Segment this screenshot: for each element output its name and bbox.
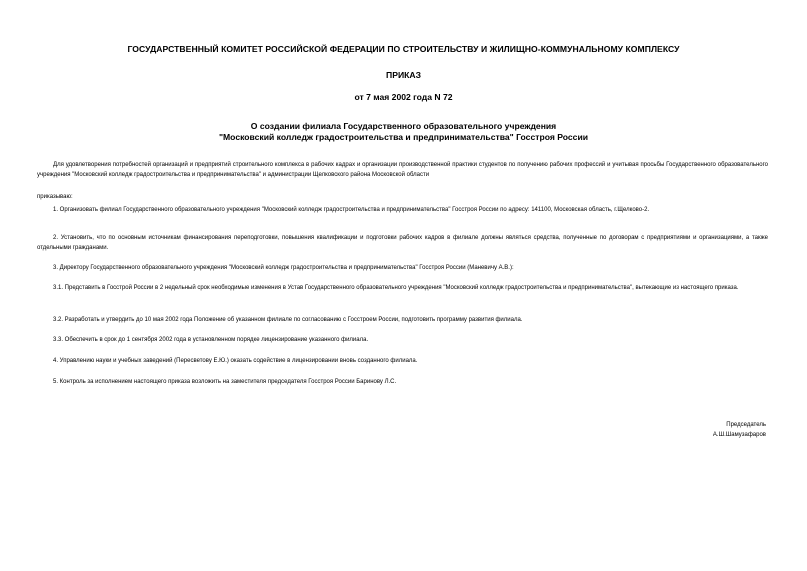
item-3-2: 3.2. Разработать и утвердить до 10 мая 2002 года Положение об указанном филиале по согласованию с Госстроем России, подготовить программу развития филиала. xyxy=(53,317,523,323)
item-2: 2. Установить, что по основным источникам финансирования переподготовки, повышения квалификации и подготовки рабочих кадров в филиале должны являться средства, полученные по договорам с предприятиями и организациями, а также отдельными гражданами. xyxy=(37,235,768,251)
item-3-3: 3.3. Обеспечить в срок до 1 сентября 2002 года в установленном порядке лицензирование указанного филиала. xyxy=(53,337,369,343)
subject-line-1: О создании филиала Государственного образовательного учреждения xyxy=(250,121,557,131)
order-word: приказываю: xyxy=(37,194,73,200)
signature-block xyxy=(713,420,766,440)
issuing-agency: ГОСУДАРСТВЕННЫЙ КОМИТЕТ РОССИЙСКОЙ ФЕДЕРАЦИИ ПО СТРОИТЕЛЬСТВУ И ЖИЛИЩНО-КОММУНАЛЬНОМУ КОМПЛЕКСУ xyxy=(127,44,680,54)
document-subject xyxy=(0,121,807,143)
item-4: 4. Управлению науки и учебных заведений (Пересветову Е.Ю.) оказать содействие в лицензировании вновь созданного филиала. xyxy=(53,358,418,364)
item-1: 1. Организовать филиал Государственного образовательного учреждения "Московский колледж градостроительства и предпринимательства" Госстроя России по адресу: 141100, Московская область, г.Щелково-2. xyxy=(53,207,650,213)
item-5: 5. Контроль за исполнением настоящего приказа возложить на заместителя председателя Госстроя России Баринову Л.С. xyxy=(53,379,397,385)
item-3-1: 3.1. Представить в Госстрой России в 2 недельный срок необходимые изменения в Устав Государственного образовательного учреждения "Московский колледж градостроительства и предпринимательства", вытекающие из настоящего приказа. xyxy=(53,285,739,291)
item-3: 3. Директору Государственного образовательного учреждения "Московский колледж градостроительства и предпринимательства" Госстроя России (Маневичу А.В.): xyxy=(53,265,514,271)
preamble-paragraph: Для удовлетворения потребностей организаций и предприятий строительного комплекса в рабочих кадрах и организации производственной практики студентов по получению рабочих профессий и учитывая просьбы Государственного образовательного учреждения "Московский колледж градостроительства и предпринимательства" и администрации Щелковского района Московской области xyxy=(37,162,768,178)
signature-title: Председатель xyxy=(726,422,766,428)
document-date: от 7 мая 2002 года N 72 xyxy=(354,92,453,102)
signature-name: А.Ш.Шамузафаров xyxy=(712,432,766,438)
subject-line-2: "Московский колледж градостроительства и предпринимательства" Госстроя России xyxy=(218,132,589,142)
document-type: ПРИКАЗ xyxy=(386,70,421,80)
